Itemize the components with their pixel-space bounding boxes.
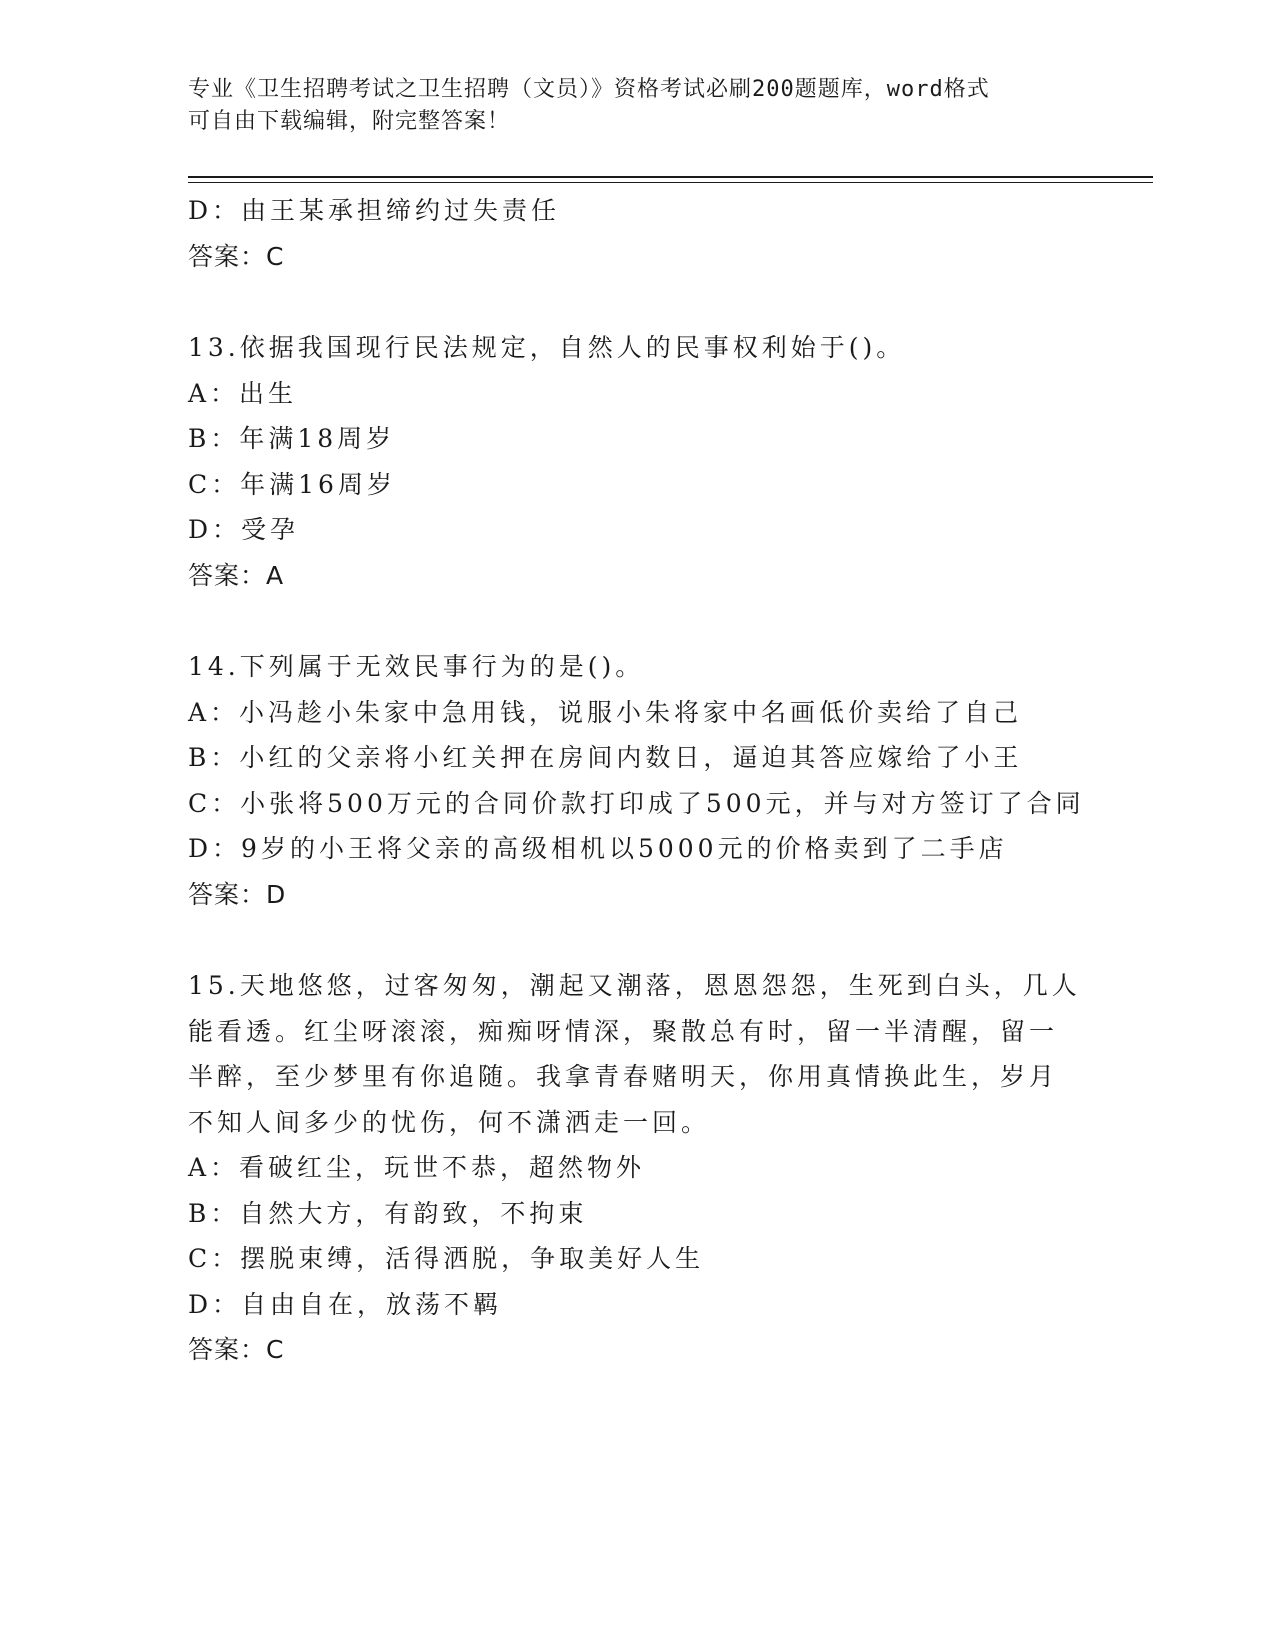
question-stem-line-2: 能看透。红尘呀滚滚，痴痴呀情深，聚散总有时，留一半清醒，留一 <box>188 1016 1059 1046</box>
option-d: D：自由自在，放荡不羁 <box>188 1289 503 1319</box>
option-a: A：小冯趁小朱家中急用钱，说服小朱将家中名画低价卖给了自己 <box>188 697 1023 727</box>
question-15 <box>188 963 1088 1373</box>
option-a: A：出生 <box>188 378 298 408</box>
option-d: D：9岁的小王将父亲的高级相机以5000元的价格卖到了二手店 <box>188 834 1008 863</box>
question-list <box>188 188 1088 1373</box>
option-c: C：年满16周岁 <box>188 469 396 499</box>
header-divider-thick <box>188 176 1153 178</box>
header-divider-thin <box>188 182 1153 183</box>
header-title-line-1: 专业《卫生招聘考试之卫生招聘（文员）》资格考试必刷200题题库，word格式 <box>188 77 990 102</box>
answer-line: 答案：C <box>188 241 285 271</box>
spacer <box>188 598 1088 644</box>
question-stem-line-1: 15.天地悠悠，过客匆匆，潮起又潮落，恩恩怨怨，生死到白头，几人 <box>188 971 1081 1000</box>
header-title-line-2: 可自由下载编辑，附完整答案！ <box>188 109 511 134</box>
spacer <box>188 917 1088 963</box>
question-stem-line-3: 半醉，至少梦里有你追随。我拿青春赌明天，你用真情换此生，岁月 <box>188 1062 1059 1091</box>
answer-line: 答案：D <box>188 879 287 909</box>
option-d: D：由王某承担缔约过失责任 <box>188 196 561 225</box>
option-c: C：小张将500万元的合同价款打印成了500元，并与对方签订了合同 <box>188 788 1085 818</box>
spacer <box>188 279 1088 325</box>
option-c: C：摆脱束缚，活得洒脱，争取美好人生 <box>188 1244 705 1273</box>
option-b: B：小红的父亲将小红关押在房间内数日，逼迫其答应嫁给了小王 <box>188 743 1023 772</box>
option-d: D：受孕 <box>188 515 300 544</box>
question-stem-line-4: 不知人间多少的忧伤，何不潇洒走一回。 <box>188 1107 711 1137</box>
answer-line: 答案：A <box>188 560 285 590</box>
option-a: A：看破红尘，玩世不恭，超然物外 <box>188 1153 646 1182</box>
question-13 <box>188 325 1088 598</box>
option-b: B：年满18周岁 <box>188 424 396 453</box>
option-b: B：自然大方，有韵致，不拘束 <box>188 1198 588 1228</box>
question-12-tail <box>188 188 1088 279</box>
question-14 <box>188 644 1088 917</box>
answer-line: 答案：C <box>188 1335 285 1364</box>
question-stem: 14.下列属于无效民事行为的是()。 <box>188 652 645 681</box>
question-stem: 13.依据我国现行民法规定，自然人的民事权利始于()。 <box>188 333 906 362</box>
document-header <box>188 74 1088 138</box>
